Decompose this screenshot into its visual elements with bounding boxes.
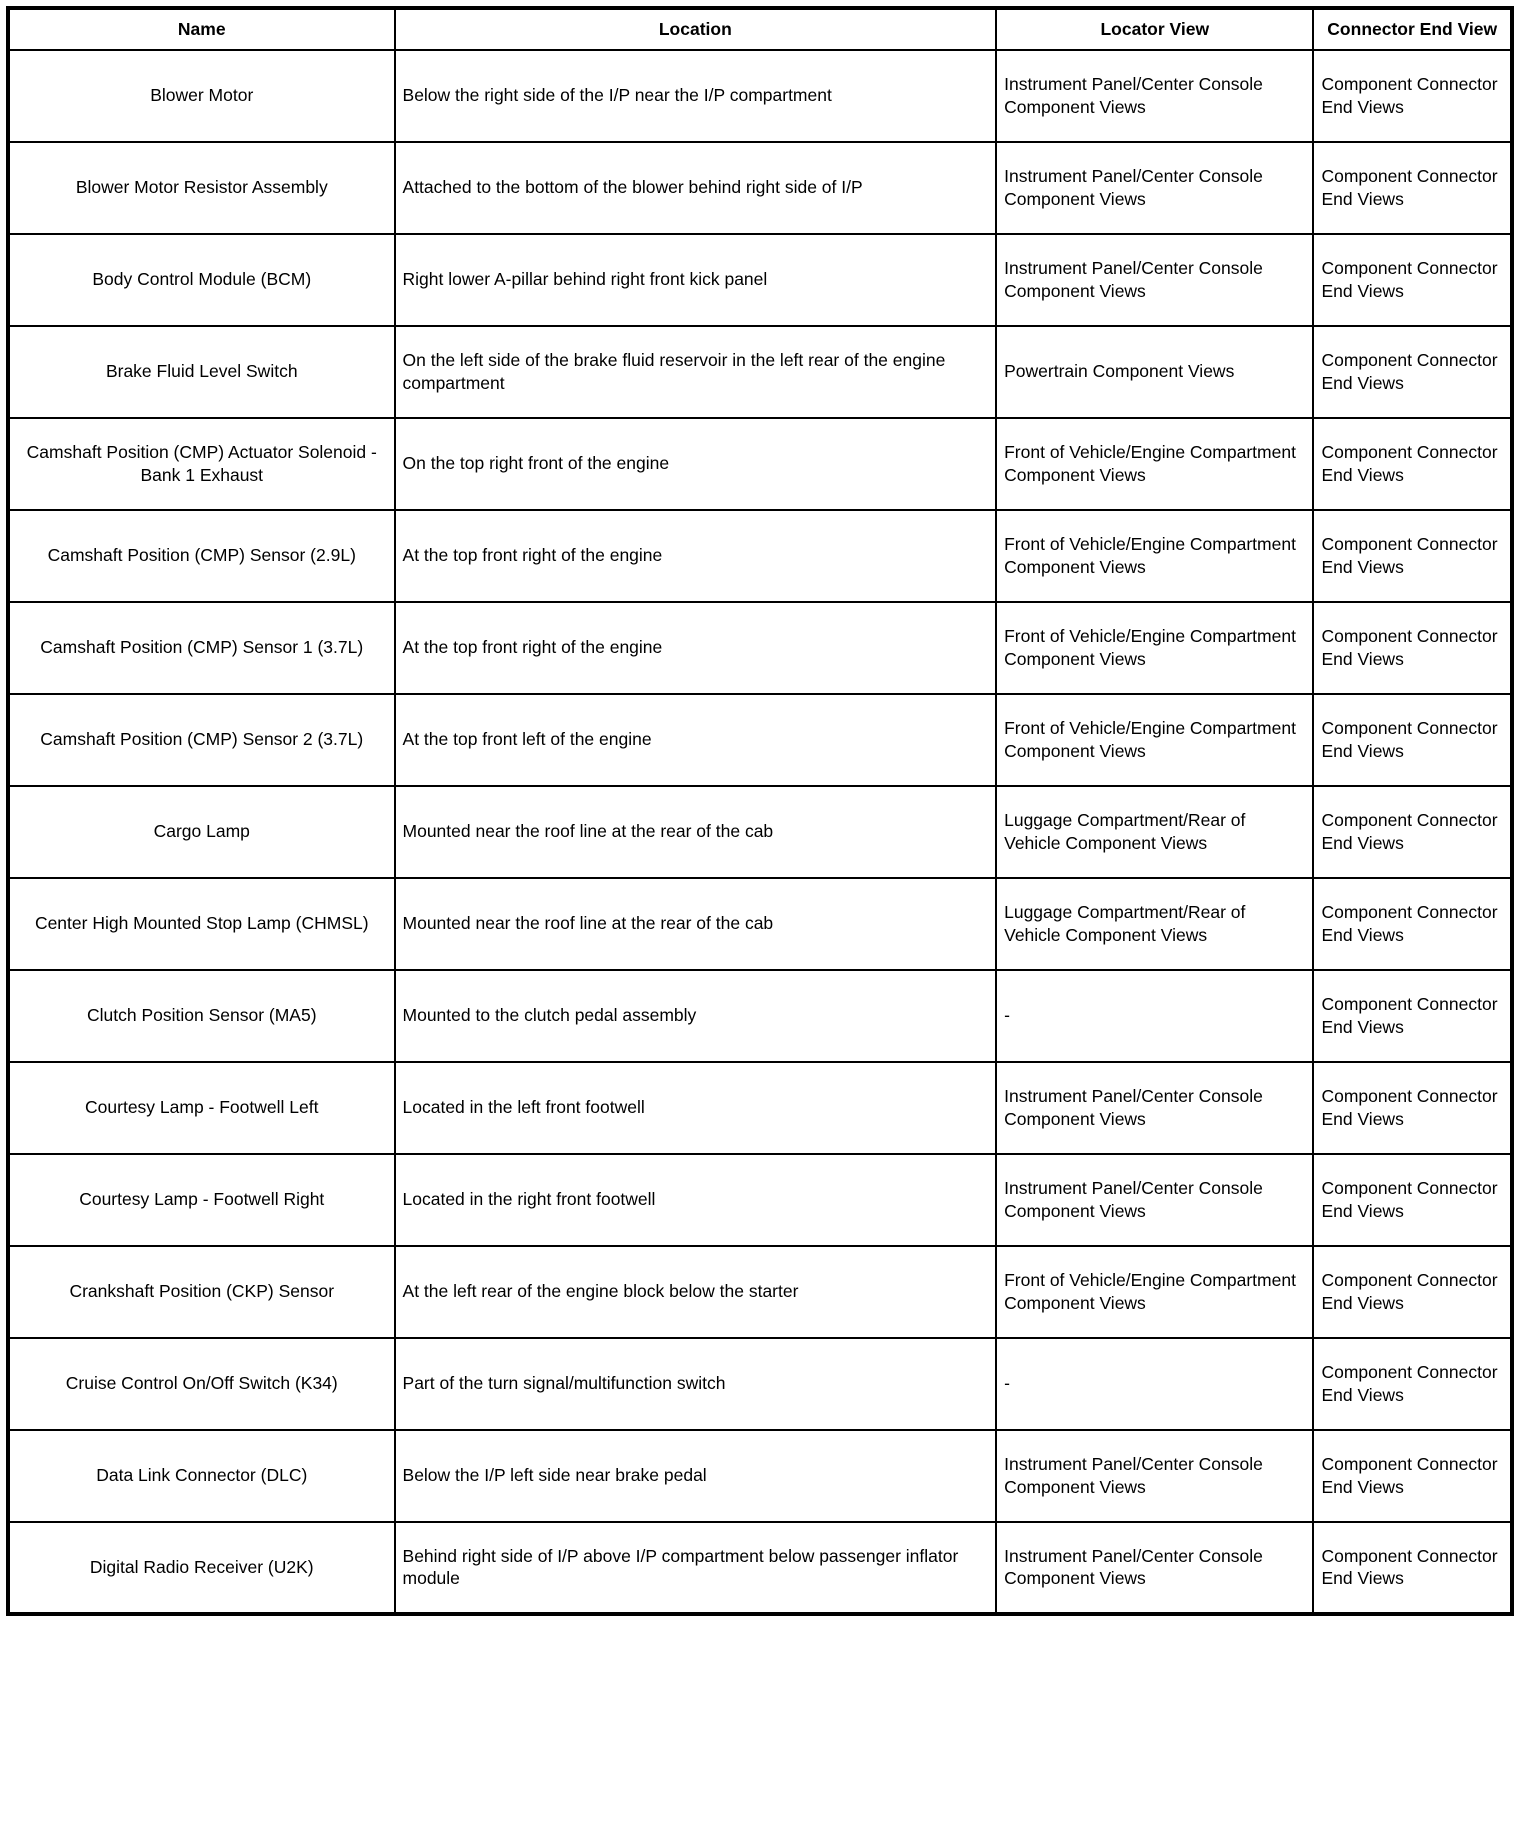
header-locator-view: Locator View — [996, 8, 1313, 50]
table-row — [8, 418, 1512, 510]
cell-location: Part of the turn signal/multifunction switch — [395, 1338, 997, 1430]
cell-locator-view: Front of Vehicle/Engine Compartment Component Views — [996, 418, 1313, 510]
cell-connector-end-view: Component Connector End Views — [1313, 1246, 1512, 1338]
cell-connector-end-view: Component Connector End Views — [1313, 786, 1512, 878]
cell-connector-end-view: Component Connector End Views — [1313, 234, 1512, 326]
cell-locator-view: Luggage Compartment/Rear of Vehicle Component Views — [996, 878, 1313, 970]
table-row — [8, 1430, 1512, 1522]
cell-location: Right lower A-pillar behind right front kick panel — [395, 234, 997, 326]
cell-locator-view: Instrument Panel/Center Console Component Views — [996, 1430, 1313, 1522]
cell-locator-view: Instrument Panel/Center Console Component Views — [996, 1522, 1313, 1614]
header-connector-end-view: Connector End View — [1313, 8, 1512, 50]
cell-connector-end-view: Component Connector End Views — [1313, 326, 1512, 418]
cell-connector-end-view: Component Connector End Views — [1313, 1430, 1512, 1522]
table-row — [8, 1338, 1512, 1430]
cell-locator-view: Front of Vehicle/Engine Compartment Component Views — [996, 1246, 1313, 1338]
cell-locator-view: Front of Vehicle/Engine Compartment Component Views — [996, 602, 1313, 694]
cell-connector-end-view: Component Connector End Views — [1313, 1338, 1512, 1430]
cell-location: At the top front right of the engine — [395, 602, 997, 694]
table-row — [8, 786, 1512, 878]
cell-locator-view: Instrument Panel/Center Console Component Views — [996, 142, 1313, 234]
cell-locator-view: Luggage Compartment/Rear of Vehicle Component Views — [996, 786, 1313, 878]
cell-location: On the left side of the brake fluid reservoir in the left rear of the engine compartment — [395, 326, 997, 418]
cell-connector-end-view: Component Connector End Views — [1313, 1062, 1512, 1154]
cell-locator-view: Powertrain Component Views — [996, 326, 1313, 418]
cell-name: Cruise Control On/Off Switch (K34) — [8, 1338, 395, 1430]
table-row — [8, 234, 1512, 326]
cell-location: Located in the right front footwell — [395, 1154, 997, 1246]
cell-location: Behind right side of I/P above I/P compartment below passenger inflator module — [395, 1522, 997, 1614]
cell-connector-end-view: Component Connector End Views — [1313, 602, 1512, 694]
cell-connector-end-view: Component Connector End Views — [1313, 418, 1512, 510]
cell-name: Camshaft Position (CMP) Sensor 1 (3.7L) — [8, 602, 395, 694]
table-row — [8, 1154, 1512, 1246]
table-row — [8, 1246, 1512, 1338]
cell-connector-end-view: Component Connector End Views — [1313, 694, 1512, 786]
cell-location: Below the I/P left side near brake pedal — [395, 1430, 997, 1522]
cell-name: Courtesy Lamp - Footwell Right — [8, 1154, 395, 1246]
cell-locator-view: Instrument Panel/Center Console Component Views — [996, 1062, 1313, 1154]
table-header-row — [8, 8, 1512, 50]
cell-name: Digital Radio Receiver (U2K) — [8, 1522, 395, 1614]
cell-connector-end-view: Component Connector End Views — [1313, 878, 1512, 970]
cell-locator-view: Instrument Panel/Center Console Component Views — [996, 234, 1313, 326]
vehicle-component-locator-table — [6, 6, 1514, 1616]
header-name: Name — [8, 8, 395, 50]
cell-location: Attached to the bottom of the blower behind right side of I/P — [395, 142, 997, 234]
table-row — [8, 50, 1512, 142]
cell-location: Located in the left front footwell — [395, 1062, 997, 1154]
cell-name: Blower Motor — [8, 50, 395, 142]
cell-name: Camshaft Position (CMP) Sensor (2.9L) — [8, 510, 395, 602]
table-row — [8, 510, 1512, 602]
cell-location: At the top front left of the engine — [395, 694, 997, 786]
header-location: Location — [395, 8, 997, 50]
cell-name: Crankshaft Position (CKP) Sensor — [8, 1246, 395, 1338]
cell-name: Brake Fluid Level Switch — [8, 326, 395, 418]
cell-location: At the left rear of the engine block below the starter — [395, 1246, 997, 1338]
cell-name: Blower Motor Resistor Assembly — [8, 142, 395, 234]
cell-name: Courtesy Lamp - Footwell Left — [8, 1062, 395, 1154]
cell-locator-view: - — [996, 1338, 1313, 1430]
table-row — [8, 878, 1512, 970]
table-row — [8, 602, 1512, 694]
cell-locator-view: Front of Vehicle/Engine Compartment Component Views — [996, 694, 1313, 786]
cell-name: Body Control Module (BCM) — [8, 234, 395, 326]
table-row — [8, 142, 1512, 234]
cell-location: Mounted near the roof line at the rear of the cab — [395, 786, 997, 878]
cell-location: Below the right side of the I/P near the I/P compartment — [395, 50, 997, 142]
cell-location: Mounted to the clutch pedal assembly — [395, 970, 997, 1062]
cell-name: Cargo Lamp — [8, 786, 395, 878]
cell-connector-end-view: Component Connector End Views — [1313, 1154, 1512, 1246]
cell-location: Mounted near the roof line at the rear of the cab — [395, 878, 997, 970]
table-row — [8, 1062, 1512, 1154]
cell-name: Camshaft Position (CMP) Actuator Solenoid - Bank 1 Exhaust — [8, 418, 395, 510]
cell-locator-view: - — [996, 970, 1313, 1062]
table-row — [8, 694, 1512, 786]
cell-connector-end-view: Component Connector End Views — [1313, 142, 1512, 234]
cell-locator-view: Instrument Panel/Center Console Component Views — [996, 1154, 1313, 1246]
cell-connector-end-view: Component Connector End Views — [1313, 970, 1512, 1062]
cell-locator-view: Front of Vehicle/Engine Compartment Component Views — [996, 510, 1313, 602]
table-row — [8, 970, 1512, 1062]
cell-name: Clutch Position Sensor (MA5) — [8, 970, 395, 1062]
table-body — [8, 50, 1512, 1614]
cell-location: On the top right front of the engine — [395, 418, 997, 510]
cell-connector-end-view: Component Connector End Views — [1313, 1522, 1512, 1614]
table-row — [8, 326, 1512, 418]
cell-name: Camshaft Position (CMP) Sensor 2 (3.7L) — [8, 694, 395, 786]
cell-location: At the top front right of the engine — [395, 510, 997, 602]
cell-connector-end-view: Component Connector End Views — [1313, 50, 1512, 142]
table-row — [8, 1522, 1512, 1614]
cell-locator-view: Instrument Panel/Center Console Component Views — [996, 50, 1313, 142]
cell-connector-end-view: Component Connector End Views — [1313, 510, 1512, 602]
cell-name: Data Link Connector (DLC) — [8, 1430, 395, 1522]
cell-name: Center High Mounted Stop Lamp (CHMSL) — [8, 878, 395, 970]
